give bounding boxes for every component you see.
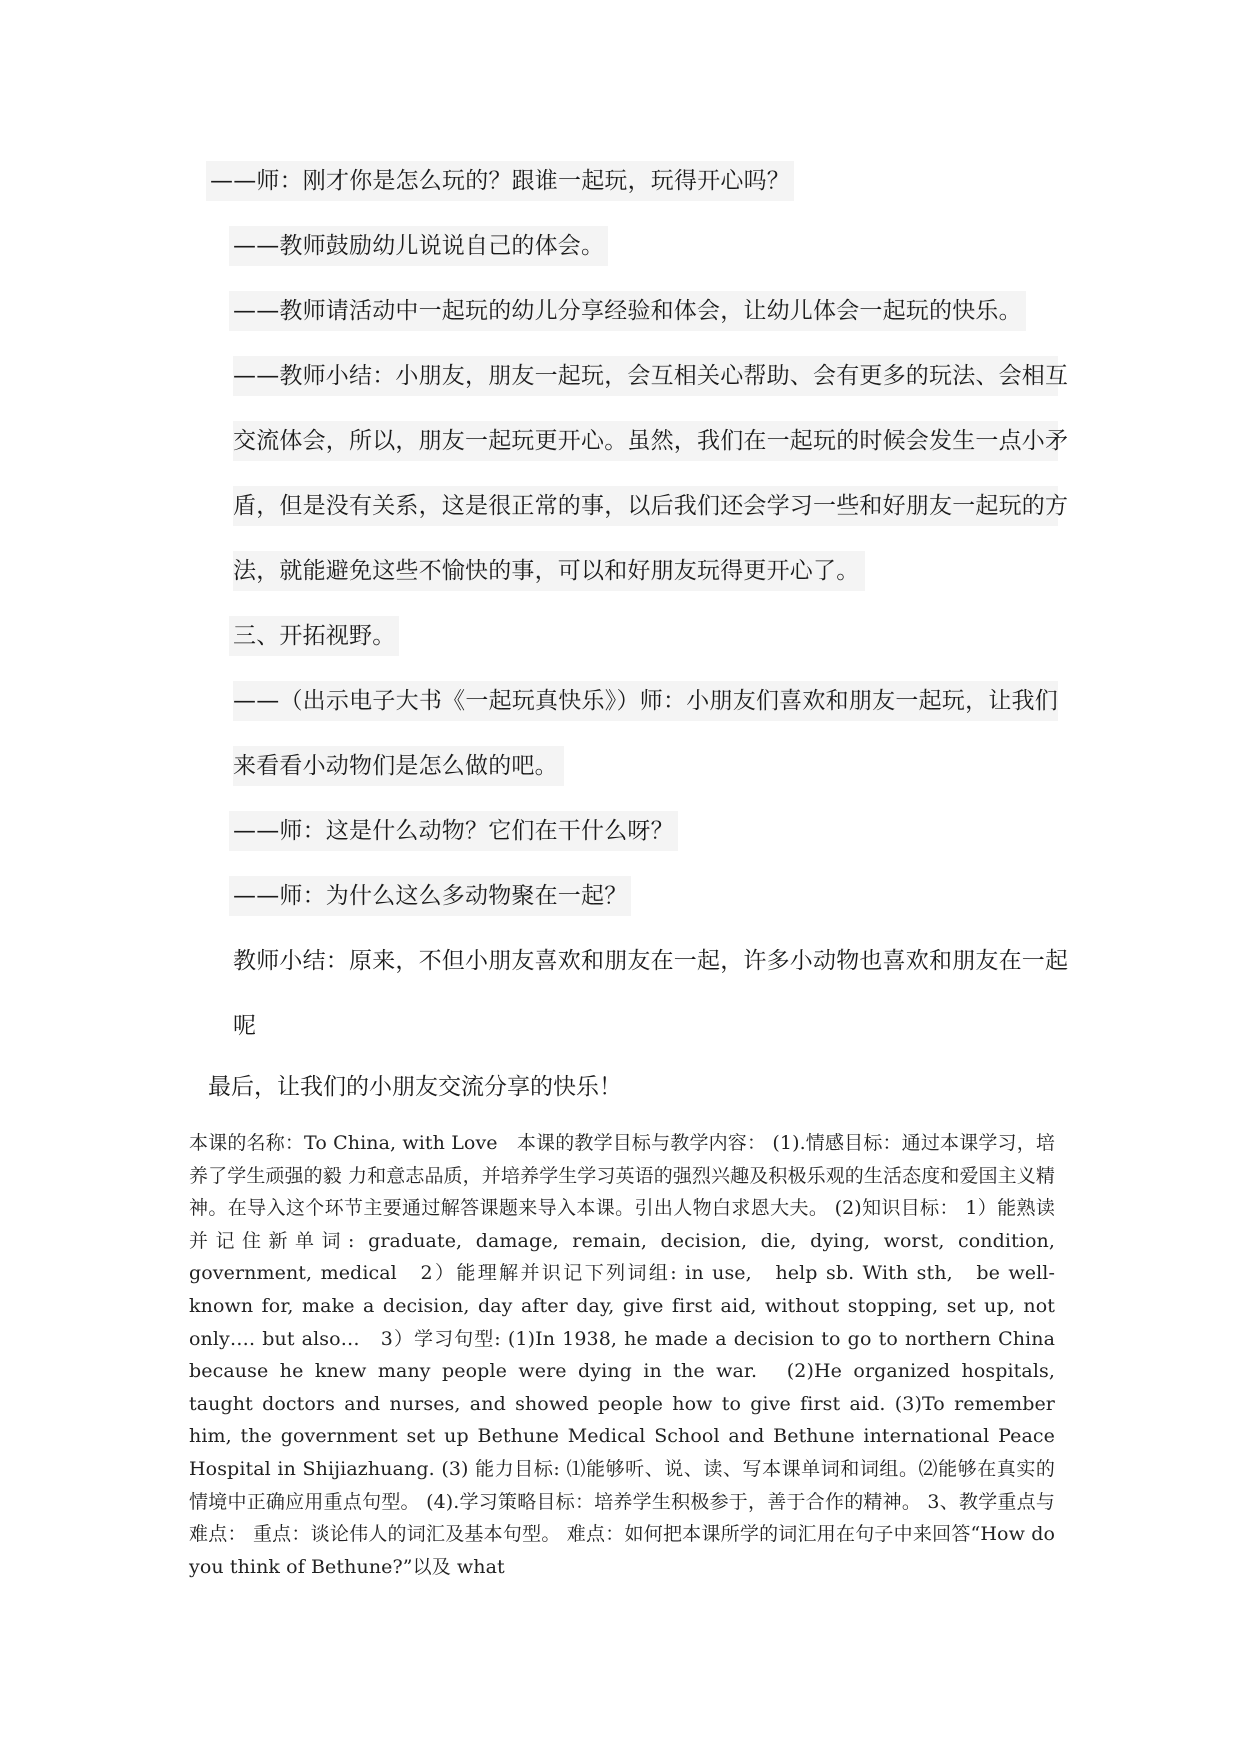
- show-book-line: ——（出示电子大书《一起玩真快乐》）师：小朋友们喜欢和朋友一起玩，让我们: [233, 681, 1058, 721]
- summary-line: 交流体会，所以，朋友一起玩更开心。虽然，我们在一起玩的时候会发生一点小矛: [233, 421, 1058, 461]
- teacher-summary-2: [233, 941, 1069, 1071]
- teacher-encourage-line: ——教师鼓励幼儿说说自己的体会。: [229, 226, 608, 266]
- show-book-line: 来看看小动物们是怎么做的吧。: [233, 746, 564, 786]
- summary2-line: 呢: [233, 1013, 257, 1039]
- summary-line: ——教师小结：小朋友，朋友一起玩，会互相关心帮助、会有更多的玩法、会相互: [233, 356, 1058, 396]
- section-heading: 三、开拓视野。: [229, 616, 399, 656]
- summary-line: 盾，但是没有关系，这是很正常的事，以后我们还会学习一些和好朋友一起玩的方: [233, 486, 1058, 526]
- closing-line: 最后，让我们的小朋友交流分享的快乐！: [208, 1074, 622, 1100]
- summary-line: 法，就能避免这些不愉快的事，可以和好朋友玩得更开心了。: [233, 551, 865, 591]
- show-book-paragraph: [233, 681, 1058, 811]
- animal-question-line: ——师：这是什么动物？它们在干什么呀？: [229, 811, 678, 851]
- gather-question-line: ——师：为什么这么多动物聚在一起？: [229, 876, 631, 916]
- teacher-share-line: ——教师请活动中一起玩的幼儿分享经验和体会，让幼儿体会一起玩的快乐。: [229, 291, 1026, 331]
- teacher-question-line: ——师：刚才你是怎么玩的？跟谁一起玩，玩得开心吗？: [206, 161, 794, 201]
- teacher-summary-paragraph: [233, 356, 1069, 616]
- summary2-line: 教师小结：原来，不但小朋友喜欢和朋友在一起，许多小动物也喜欢和朋友在一起: [233, 948, 1069, 974]
- lesson-description: 本课的名称：To China, with Love 本课的教学目标与教学内容： (1).情感目标：通过本课学习，培养了学生顽强的毅 力和意志品质，并培养学生学习英语的强烈兴趣及积极乐观的生活态度和爱国主义精神。在导入这个环节主要通过解答课题来导入本课。引出人物白求恩大夫。 (2)知识目标： 1）能熟读并记住新单词: graduate, damage, remain, decision, die, dying, worst, condition, government, medical 2）能理解并识记下列词组: in use, help sb. With sth, be well-known for, make a decision, day after day, give first aid, without stopping, set up, not only…. but also… 3）学习句型: (1)In 1938, he made a decision to go to northern China because he knew many people were dying in the war. (2)He organized hospitals, taught doctors and nurses, and showed people how to give first aid. (3)To remember him, the government set up Bethune Medical School and Bethune international Peace Hospital in Shijiazhuang. (3) 能力目标: ⑴能够听、说、读、写本课单词和词组。⑵能够在真实的情境中正确应用重点句型。 (4).学习策略目标：培养学生积极参于，善于合作的精神。 3、教学重点与难点： 重点：谈论伟人的词汇及基本句型。 难点：如何把本课所学的词汇用在句子中来回答“How do you think of Bethune?”以及 what: [189, 1132, 1055, 1578]
